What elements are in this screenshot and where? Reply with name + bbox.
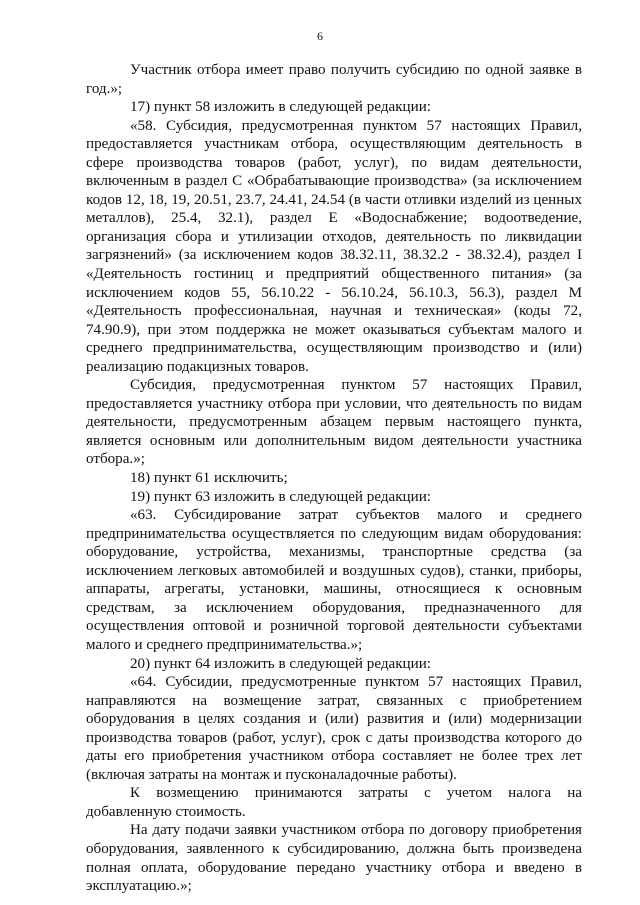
- paragraph-item-19: 19) пункт 63 изложить в следующей редакции:: [130, 488, 431, 505]
- document-body: [86, 61, 582, 896]
- paragraph-point-58-condition: Субсидия, предусмотренная пунктом 57 настоящих Правил, предоставляется участнику отбора при условии, что деятельность по видам деятельности, предусмотренным абзацем первым настоящего пункта, является основным или дополнительным видом деятельности участника отбора.»;: [86, 377, 582, 468]
- page-number: 6: [317, 29, 323, 43]
- paragraph-vat: К возмещению принимаются затраты с учетом налога на добавленную стоимость.: [86, 785, 582, 820]
- paragraph-point-58: «58. Субсидия, предусмотренная пунктом 57 настоящих Правил, предоставляется участникам отбора, осуществляющим деятельность в сфере производства товаров (работ, услуг), по видам деятельности, включенным в раздел С «Обрабатывающие производства» (за исключением кодов 12, 18, 19, 20.51, 23.7, 24.41, 24.54 (в части отливки изделий из ценных металлов), 25.4, 32.1), раздел Е «Водоснабжение; водоотведение, организация сбора и утилизации отходов, деятельность по ликвидации загрязнений» (за исключением кодов 38.32.11, 38.32.2 - 38.32.4), раздел I «Деятельность гостиниц и предприятий общественного питания» (за исключением кодов 55, 56.10.22 - 56.10.24, 56.10.3, 56.3), раздел М «Деятельность профессиональная, научная и техническая» (коды 72, 74.90.9), при этом поддержка не может оказываться субъектам малого и среднего предпринимательства, осуществляющим производство и (или) реализацию подакцизных товаров.: [86, 117, 582, 375]
- paragraph-point-63: «63. Субсидирование затрат субъектов малого и среднего предпринимательства осуществляется по следующим видам оборудования: оборудование, устройства, механизмы, транспортные средства (за исключением легковых автомобилей и воздушных судов), станки, приборы, аппараты, агрегаты, установки, машины, относящиеся к основным средствам, за исключением оборудования, предназначенного для осуществления оптовой и розничной торговой деятельности субъектами малого и среднего предпринимательства.»;: [86, 507, 582, 653]
- paragraph-item-20: 20) пункт 64 изложить в следующей редакции:: [130, 655, 431, 672]
- paragraph-point-64: «64. Субсидии, предусмотренные пунктом 57 настоящих Правил, направляются на возмещение затрат, связанных с приобретением оборудования в целях создания и (или) развития и (или) модернизации производства товаров (работ, услуг), срок с даты производства которого до даты его приобретения участником отбора составляет не более трех лет (включая затраты на монтаж и пусконаладочные работы).: [86, 674, 582, 783]
- paragraph-item-17: 17) пункт 58 изложить в следующей редакции:: [130, 99, 431, 116]
- paragraph-item-18: 18) пункт 61 исключить;: [130, 470, 288, 487]
- paragraph-subsidy-limit: Участник отбора имеет право получить субсидию по одной заявке в год.»;: [86, 62, 582, 97]
- paragraph-payment-condition: На дату подачи заявки участником отбора по договору приобретения оборудования, заявленного к субсидированию, должна быть произведена полная оплата, оборудование передано участнику отбора и введено в эксплуатацию.»;: [86, 822, 582, 895]
